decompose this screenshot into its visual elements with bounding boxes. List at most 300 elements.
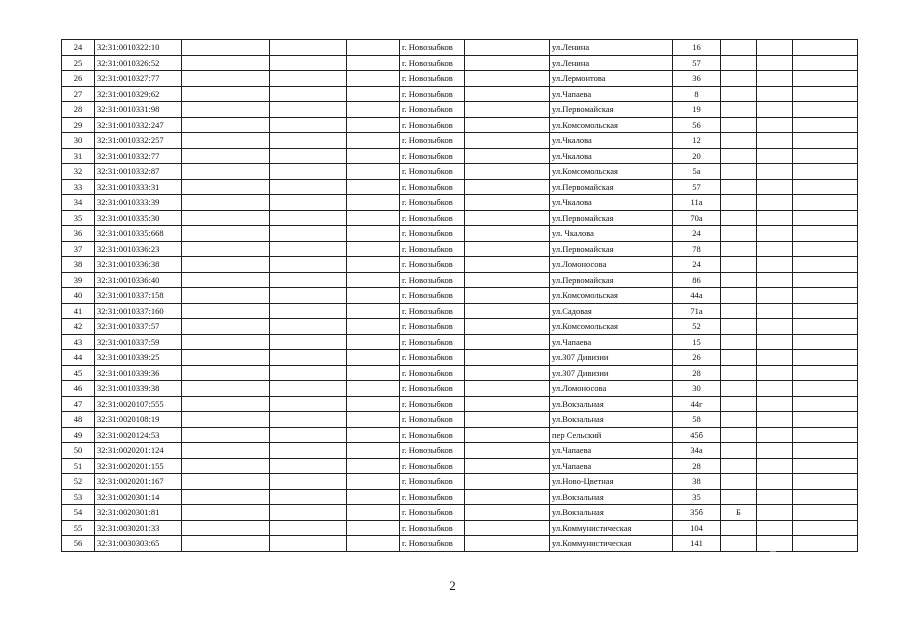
building-letter-cell xyxy=(721,288,757,304)
empty-cell xyxy=(757,179,793,195)
empty-cell xyxy=(757,71,793,87)
building-letter-cell xyxy=(721,474,757,490)
building-letter-cell xyxy=(721,164,757,180)
row-number-cell: 42 xyxy=(62,319,95,335)
empty-cell xyxy=(465,365,550,381)
empty-cell xyxy=(347,412,400,428)
empty-cell xyxy=(182,133,270,149)
empty-cell xyxy=(347,117,400,133)
empty-cell xyxy=(793,179,858,195)
empty-cell xyxy=(347,319,400,335)
empty-cell xyxy=(465,55,550,71)
empty-cell xyxy=(757,288,793,304)
empty-cell xyxy=(182,117,270,133)
street-cell: ул.Чапаева xyxy=(550,86,673,102)
empty-cell xyxy=(757,334,793,350)
empty-cell xyxy=(182,148,270,164)
empty-cell xyxy=(465,133,550,149)
empty-cell xyxy=(182,474,270,490)
empty-cell xyxy=(182,350,270,366)
table-row xyxy=(62,474,858,490)
building-letter-cell xyxy=(721,102,757,118)
empty-cell xyxy=(465,427,550,443)
row-number-cell: 29 xyxy=(62,117,95,133)
city-cell: г. Новозыбков xyxy=(400,164,465,180)
empty-cell xyxy=(182,396,270,412)
empty-cell xyxy=(793,396,858,412)
empty-cell xyxy=(465,117,550,133)
empty-cell xyxy=(182,40,270,56)
empty-cell xyxy=(270,536,347,552)
empty-cell xyxy=(465,443,550,459)
table-row xyxy=(62,381,858,397)
building-letter-cell xyxy=(721,272,757,288)
empty-cell xyxy=(757,443,793,459)
table-row xyxy=(62,272,858,288)
cadastral-number-cell: 32:31:0020201:155 xyxy=(95,458,182,474)
street-cell: ул.Комсомольская xyxy=(550,288,673,304)
empty-cell xyxy=(347,350,400,366)
city-cell: г. Новозыбков xyxy=(400,133,465,149)
cadastral-number-cell: 32:31:0010333:31 xyxy=(95,179,182,195)
empty-cell xyxy=(347,272,400,288)
house-number-cell: 5а xyxy=(673,164,721,180)
empty-cell xyxy=(465,164,550,180)
street-cell: ул.Первомайская xyxy=(550,102,673,118)
cadastral-number-cell: 32:31:0010332:87 xyxy=(95,164,182,180)
table-row xyxy=(62,412,858,428)
empty-cell xyxy=(793,536,858,552)
empty-cell xyxy=(270,210,347,226)
empty-cell xyxy=(182,241,270,257)
city-cell: г. Новозыбков xyxy=(400,443,465,459)
empty-cell xyxy=(347,520,400,536)
empty-cell xyxy=(347,365,400,381)
table-row xyxy=(62,179,858,195)
house-number-cell: 35б xyxy=(673,505,721,521)
street-cell: ул.Чапаева xyxy=(550,458,673,474)
house-number-cell: 28 xyxy=(673,365,721,381)
street-cell: ул.Первомайская xyxy=(550,210,673,226)
cadastral-number-cell: 32:31:0010337:158 xyxy=(95,288,182,304)
street-cell: ул.Ново-Цветная xyxy=(550,474,673,490)
empty-cell xyxy=(182,319,270,335)
empty-cell xyxy=(182,536,270,552)
cadastral-number-cell: 32:31:0010337:59 xyxy=(95,334,182,350)
empty-cell xyxy=(757,319,793,335)
empty-cell xyxy=(465,350,550,366)
row-number-cell: 44 xyxy=(62,350,95,366)
empty-cell xyxy=(270,443,347,459)
table-row xyxy=(62,505,858,521)
empty-cell xyxy=(465,148,550,164)
empty-cell xyxy=(793,505,858,521)
street-cell: ул.Ленина xyxy=(550,55,673,71)
house-number-cell: 44г xyxy=(673,396,721,412)
street-cell: ул.Коммунистическая xyxy=(550,536,673,552)
building-letter-cell xyxy=(721,148,757,164)
empty-cell xyxy=(270,133,347,149)
empty-cell xyxy=(757,133,793,149)
empty-cell xyxy=(793,241,858,257)
house-number-cell: 11а xyxy=(673,195,721,211)
empty-cell xyxy=(182,443,270,459)
empty-cell xyxy=(347,195,400,211)
row-number-cell: 34 xyxy=(62,195,95,211)
house-number-cell: 15 xyxy=(673,334,721,350)
empty-cell xyxy=(757,55,793,71)
building-letter-cell xyxy=(721,489,757,505)
table-row xyxy=(62,365,858,381)
city-cell: г. Новозыбков xyxy=(400,272,465,288)
table-row xyxy=(62,55,858,71)
row-number-cell: 50 xyxy=(62,443,95,459)
cadastral-number-cell: 32:31:0010339:25 xyxy=(95,350,182,366)
empty-cell xyxy=(347,536,400,552)
street-cell: ул.Вокзальная xyxy=(550,505,673,521)
house-number-cell: 36 xyxy=(673,71,721,87)
house-number-cell: 38 xyxy=(673,474,721,490)
table-body xyxy=(62,40,858,552)
empty-cell xyxy=(182,489,270,505)
empty-cell xyxy=(347,179,400,195)
row-number-cell: 45 xyxy=(62,365,95,381)
empty-cell xyxy=(465,257,550,273)
city-cell: г. Новозыбков xyxy=(400,319,465,335)
empty-cell xyxy=(793,334,858,350)
empty-cell xyxy=(270,334,347,350)
table-row xyxy=(62,303,858,319)
empty-cell xyxy=(465,381,550,397)
building-letter-cell: Б xyxy=(721,505,757,521)
row-number-cell: 26 xyxy=(62,71,95,87)
building-letter-cell xyxy=(721,55,757,71)
street-cell: ул.Чкалова xyxy=(550,133,673,149)
row-number-cell: 52 xyxy=(62,474,95,490)
empty-cell xyxy=(347,257,400,273)
empty-cell xyxy=(270,412,347,428)
cadastral-number-cell: 32:31:0020108:19 xyxy=(95,412,182,428)
table-row xyxy=(62,164,858,180)
city-cell: г. Новозыбков xyxy=(400,241,465,257)
empty-cell xyxy=(347,71,400,87)
cadastral-number-cell: 32:31:0010329:62 xyxy=(95,86,182,102)
empty-cell xyxy=(270,350,347,366)
empty-cell xyxy=(465,86,550,102)
row-number-cell: 47 xyxy=(62,396,95,412)
city-cell: г. Новозыбков xyxy=(400,303,465,319)
empty-cell xyxy=(757,226,793,242)
street-cell: пер Сельский xyxy=(550,427,673,443)
empty-cell xyxy=(465,412,550,428)
empty-cell xyxy=(182,334,270,350)
house-number-cell: 26 xyxy=(673,350,721,366)
empty-cell xyxy=(347,334,400,350)
row-number-cell: 43 xyxy=(62,334,95,350)
row-number-cell: 25 xyxy=(62,55,95,71)
row-number-cell: 32 xyxy=(62,164,95,180)
empty-cell xyxy=(182,210,270,226)
empty-cell xyxy=(270,71,347,87)
empty-cell xyxy=(465,489,550,505)
house-number-cell: 45б xyxy=(673,427,721,443)
house-number-cell: 57 xyxy=(673,55,721,71)
row-number-cell: 37 xyxy=(62,241,95,257)
empty-cell xyxy=(793,427,858,443)
empty-cell xyxy=(465,288,550,304)
empty-cell xyxy=(270,102,347,118)
house-number-cell: 35 xyxy=(673,489,721,505)
city-cell: г. Новозыбков xyxy=(400,40,465,56)
empty-cell xyxy=(465,272,550,288)
city-cell: г. Новозыбков xyxy=(400,55,465,71)
empty-cell xyxy=(793,195,858,211)
house-number-cell: 8 xyxy=(673,86,721,102)
cadastral-number-cell: 32:31:0010336:38 xyxy=(95,257,182,273)
city-cell: г. Новозыбков xyxy=(400,412,465,428)
building-letter-cell xyxy=(721,365,757,381)
empty-cell xyxy=(757,536,793,552)
city-cell: г. Новозыбков xyxy=(400,458,465,474)
row-number-cell: 56 xyxy=(62,536,95,552)
house-number-cell: 141 xyxy=(673,536,721,552)
house-number-cell: 70а xyxy=(673,210,721,226)
city-cell: г. Новозыбков xyxy=(400,288,465,304)
row-number-cell: 49 xyxy=(62,427,95,443)
empty-cell xyxy=(465,210,550,226)
empty-cell xyxy=(793,381,858,397)
building-letter-cell xyxy=(721,303,757,319)
empty-cell xyxy=(757,474,793,490)
empty-cell xyxy=(757,427,793,443)
street-cell: ул.Коммунистическая xyxy=(550,520,673,536)
empty-cell xyxy=(793,489,858,505)
street-cell: ул.Чкалова xyxy=(550,195,673,211)
city-cell: г. Новозыбков xyxy=(400,148,465,164)
building-letter-cell xyxy=(721,396,757,412)
city-cell: г. Новозыбков xyxy=(400,427,465,443)
empty-cell xyxy=(182,226,270,242)
empty-cell xyxy=(793,412,858,428)
empty-cell xyxy=(793,226,858,242)
empty-cell xyxy=(347,148,400,164)
empty-cell xyxy=(793,350,858,366)
empty-cell xyxy=(270,489,347,505)
empty-cell xyxy=(347,288,400,304)
empty-cell xyxy=(757,412,793,428)
cadastral-number-cell: 32:31:0010322:10 xyxy=(95,40,182,56)
table-row xyxy=(62,350,858,366)
row-number-cell: 55 xyxy=(62,520,95,536)
empty-cell xyxy=(182,505,270,521)
empty-cell xyxy=(757,365,793,381)
table-row xyxy=(62,86,858,102)
cadastral-number-cell: 32:31:0010335:668 xyxy=(95,226,182,242)
empty-cell xyxy=(347,303,400,319)
empty-cell xyxy=(270,319,347,335)
city-cell: г. Новозыбков xyxy=(400,536,465,552)
empty-cell xyxy=(182,520,270,536)
house-number-cell: 24 xyxy=(673,257,721,273)
street-cell: ул.Вокзальная xyxy=(550,489,673,505)
empty-cell xyxy=(465,195,550,211)
empty-cell xyxy=(793,272,858,288)
cadastral-number-cell: 32:31:0020301:81 xyxy=(95,505,182,521)
empty-cell xyxy=(270,381,347,397)
empty-cell xyxy=(182,365,270,381)
table-row xyxy=(62,458,858,474)
cadastral-number-cell: 32:31:0010336:23 xyxy=(95,241,182,257)
empty-cell xyxy=(270,257,347,273)
cadastral-number-cell: 32:31:0020201:124 xyxy=(95,443,182,459)
city-cell: г. Новозыбков xyxy=(400,195,465,211)
empty-cell xyxy=(270,396,347,412)
building-letter-cell xyxy=(721,536,757,552)
empty-cell xyxy=(347,226,400,242)
empty-cell xyxy=(270,520,347,536)
table-row xyxy=(62,334,858,350)
house-number-cell: 57 xyxy=(673,179,721,195)
building-letter-cell xyxy=(721,381,757,397)
building-letter-cell xyxy=(721,86,757,102)
city-cell: г. Новозыбков xyxy=(400,350,465,366)
city-cell: г. Новозыбков xyxy=(400,474,465,490)
empty-cell xyxy=(270,241,347,257)
empty-cell xyxy=(182,458,270,474)
empty-cell xyxy=(270,226,347,242)
city-cell: г. Новозыбков xyxy=(400,334,465,350)
empty-cell xyxy=(347,102,400,118)
building-letter-cell xyxy=(721,350,757,366)
row-number-cell: 51 xyxy=(62,458,95,474)
empty-cell xyxy=(270,272,347,288)
empty-cell xyxy=(270,40,347,56)
empty-cell xyxy=(757,520,793,536)
empty-cell xyxy=(793,458,858,474)
street-cell: ул.Ломоносова xyxy=(550,381,673,397)
house-number-cell: 52 xyxy=(673,319,721,335)
empty-cell xyxy=(465,241,550,257)
empty-cell xyxy=(182,71,270,87)
cadastral-number-cell: 32:31:0010327:77 xyxy=(95,71,182,87)
row-number-cell: 24 xyxy=(62,40,95,56)
table-row xyxy=(62,148,858,164)
street-cell: ул.Вокзальная xyxy=(550,412,673,428)
page-number: 2 xyxy=(449,578,456,593)
empty-cell xyxy=(793,164,858,180)
city-cell: г. Новозыбков xyxy=(400,520,465,536)
city-cell: г. Новозыбков xyxy=(400,179,465,195)
street-cell: ул.Первомайская xyxy=(550,272,673,288)
city-cell: г. Новозыбков xyxy=(400,71,465,87)
building-letter-cell xyxy=(721,40,757,56)
house-number-cell: 24 xyxy=(673,226,721,242)
street-cell: ул.Чапаева xyxy=(550,334,673,350)
empty-cell xyxy=(347,86,400,102)
empty-cell xyxy=(465,396,550,412)
empty-cell xyxy=(757,164,793,180)
house-number-cell: 34а xyxy=(673,443,721,459)
table-row xyxy=(62,226,858,242)
city-cell: г. Новозыбков xyxy=(400,365,465,381)
building-letter-cell xyxy=(721,71,757,87)
house-number-cell: 19 xyxy=(673,102,721,118)
empty-cell xyxy=(793,86,858,102)
table-row xyxy=(62,133,858,149)
empty-cell xyxy=(757,489,793,505)
row-number-cell: 48 xyxy=(62,412,95,428)
empty-cell xyxy=(757,381,793,397)
row-number-cell: 54 xyxy=(62,505,95,521)
row-number-cell: 46 xyxy=(62,381,95,397)
street-cell: ул.Вокзальная xyxy=(550,396,673,412)
empty-cell xyxy=(347,443,400,459)
cadastral-number-cell: 32:31:0010339:36 xyxy=(95,365,182,381)
house-number-cell: 30 xyxy=(673,381,721,397)
table-row xyxy=(62,319,858,335)
street-cell: ул.Ломоносова xyxy=(550,257,673,273)
table-row xyxy=(62,40,858,56)
empty-cell xyxy=(182,195,270,211)
house-number-cell: 71а xyxy=(673,303,721,319)
house-number-cell: 104 xyxy=(673,520,721,536)
empty-cell xyxy=(347,381,400,397)
street-cell: ул.Комсомольская xyxy=(550,117,673,133)
table-row xyxy=(62,102,858,118)
empty-cell xyxy=(465,71,550,87)
row-number-cell: 39 xyxy=(62,272,95,288)
city-cell: г. Новозыбков xyxy=(400,117,465,133)
table-row xyxy=(62,241,858,257)
empty-cell xyxy=(465,334,550,350)
empty-cell xyxy=(757,86,793,102)
street-cell: ул.Чапаева xyxy=(550,443,673,459)
scan-speck xyxy=(770,551,776,552)
empty-cell xyxy=(465,319,550,335)
house-number-cell: 78 xyxy=(673,241,721,257)
building-letter-cell xyxy=(721,133,757,149)
empty-cell xyxy=(270,505,347,521)
city-cell: г. Новозыбков xyxy=(400,210,465,226)
table-row xyxy=(62,489,858,505)
empty-cell xyxy=(182,55,270,71)
empty-cell xyxy=(270,288,347,304)
empty-cell xyxy=(347,505,400,521)
empty-cell xyxy=(793,117,858,133)
empty-cell xyxy=(270,164,347,180)
empty-cell xyxy=(182,102,270,118)
empty-cell xyxy=(757,102,793,118)
empty-cell xyxy=(757,272,793,288)
empty-cell xyxy=(757,195,793,211)
city-cell: г. Новозыбков xyxy=(400,102,465,118)
empty-cell xyxy=(347,396,400,412)
empty-cell xyxy=(182,257,270,273)
cadastral-number-cell: 32:31:0010332:247 xyxy=(95,117,182,133)
cadastral-number-cell: 32:31:0010339:38 xyxy=(95,381,182,397)
cadastral-number-cell: 32:31:0020124:53 xyxy=(95,427,182,443)
empty-cell xyxy=(793,474,858,490)
empty-cell xyxy=(465,458,550,474)
empty-cell xyxy=(465,226,550,242)
empty-cell xyxy=(757,117,793,133)
empty-cell xyxy=(757,40,793,56)
empty-cell xyxy=(347,55,400,71)
property-registry-table xyxy=(61,39,858,552)
empty-cell xyxy=(793,303,858,319)
table-row xyxy=(62,396,858,412)
empty-cell xyxy=(270,365,347,381)
